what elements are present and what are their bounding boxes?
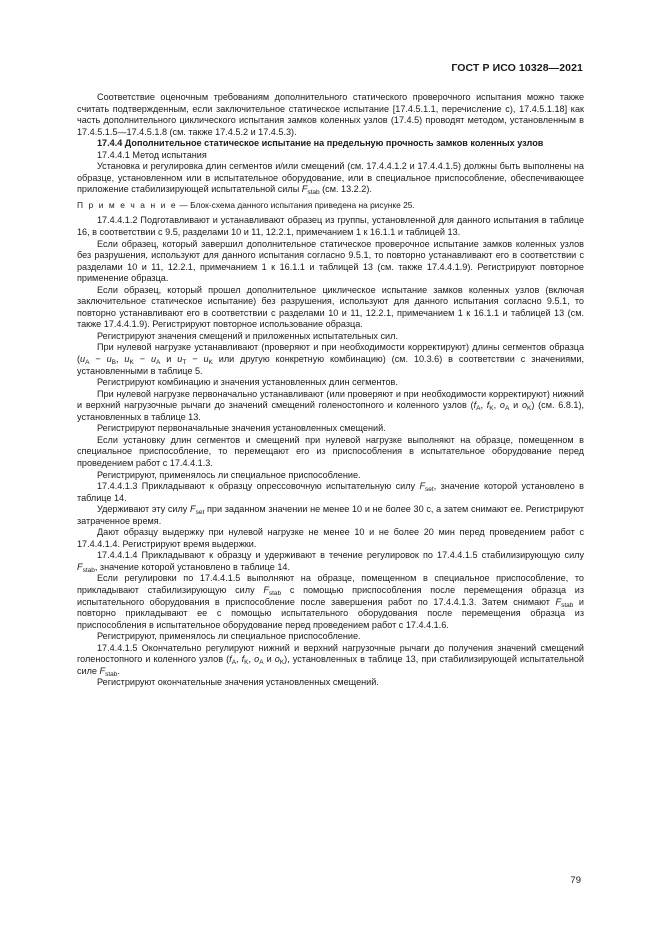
paragraph: Регистрируют окончательные значения установленных смещений. <box>97 677 379 688</box>
paragraph: Дают образцу выдержку при нулевой нагрузке не менее 10 и не более 20 мин перед проведением работ с 17.4.4.1.4. Регистрируют время выдержки. <box>77 527 584 549</box>
section-heading: 17.4.4 Дополнительное статическое испытание на предельную прочность замков коленных узлов <box>97 138 544 149</box>
paragraph: 17.4.4.1.4 Прикладывают к образцу и удерживают в течение регулировок по 17.4.4.1.5 стабилизирующую силу $F_{stab}$, значение которой установлено в таблице 14. <box>77 550 584 574</box>
document-id: ГОСТ Р ИСО 10328—2021 <box>451 62 583 74</box>
note-text: — Блок-схема данного испытания приведена на рисунке 25. <box>177 199 415 210</box>
paragraph: Соответствие оценочным требованиям дополнительного статического проверочного испытания можно также считать подтвержденным, если заключительное статическое испытание [17.4.5.1.1, перечисление с), 17.4.5.1.18] как часть дополнительного циклического испытания замков коленных узлов (17.4.5) проводят методом, установленным в 17.4.5.1.5—17.4.5.1.8 (см. также 17.4.5.2 и 17.4.5.3). <box>77 92 584 137</box>
paragraph: 17.4.4.1.5 Окончательно регулируют нижний и верхний нагрузочные рычаги до получения значений смещений голеностопного и коленного узлов ($f_A$, $f_K$, $o_A$ и $o_K$), установленных в таблице 13, при стабилизирующей испытательной силе $F_{stab}$. <box>77 642 584 678</box>
page-body <box>77 92 584 689</box>
paragraph: Если образец, который прошел дополнительное циклическое испытание замков коленных узлов (включая заключительное статическое испытание) без разрушения, используют для данного испытания согласно 9.5.1, то повторно устанавливают его в соответствии с разделами 10 и 11, 12.2.1, примечанием 1 к 16.1.1 и таблицей 13 (см. также 17.4.4.1.9). Регистрируют повторное использование образца. <box>77 284 584 330</box>
paragraph: Установка и регулировка длин сегментов и/или смещений (см. 17.4.4.1.2 и 17.4.4.1.5) должны быть выполнены на образце, установленном или в испытательное оборудование, или в специальное приспособление, обеспечивающее приложение стабилизирующей испытательной силы $F_{stab}$ (см. 13.2.2). <box>77 161 584 197</box>
page-number: 79 <box>570 875 581 886</box>
paragraph: Удерживают эту силу $F_{set}$ при заданном значении не менее 10 и не более 30 с, а затем снимают ее. Регистрируют затраченное время. <box>77 504 584 526</box>
paragraph: 17.4.4.1.2 Подготавливают и устанавливают образец из группы, установленной для данного испытания в таблице 16, в соответствии с 9.5, разделами 10 и 11, 12.2.1, примечанием 1 к 16.1.1 и таблицей 13. <box>77 215 584 238</box>
paragraph: Если образец, который завершил дополнительное статическое проверочное испытание замков коленных узлов без разрушения, используют для данного испытания согласно 9.5.1, то повторно устанавливают его в соответствии с разделами 10 и 11, 12.2.1, примечанием 1 к 16.1.1 и таблицей 13 (см. также 17.4.4.1.9). Регистрируют повторное применение образца. <box>77 238 584 284</box>
paragraph: При нулевой нагрузке первоначально устанавливают (или проверяют и при необходимости корректируют) нижний и верхний нагрузочные рычаги до значений смещений голеностопного и коленного узлов ($f_A$, $f_K$, $o_A$ и $o_K$) (см. 6.8.1), установленных в таблице 13. <box>77 388 585 422</box>
paragraph: Регистрируют значения смещений и приложенных испытательных сил. <box>97 330 398 341</box>
paragraph: При нулевой нагрузке устанавливают (проверяют и при необходимости корректируют) длины сегментов образца ($u_A - u_B$, $u_K - u_A$ и $u_T - u_K$ или другую конкретную комбинацию) (см. 10.3.6) в соответствии с значениями, установленными в таблице 5. <box>77 342 584 376</box>
paragraph: 17.4.4.1.3 Прикладывают к образцу опрессовочную испытательную силу $F_{set}$, значение которой установлено в таблице 14. <box>77 481 584 503</box>
subsection-heading: 17.4.4.1 Метод испытания <box>97 149 207 160</box>
note-label: П р и м е ч а н и е <box>77 199 178 210</box>
paragraph: Регистрируют комбинацию и значения установленных длин сегментов. <box>97 377 398 388</box>
paragraph: Регистрируют, применялось ли специальное приспособление. <box>97 631 361 642</box>
paragraph: Регистрируют, применялось ли специальное приспособление. <box>97 469 361 480</box>
note <box>77 200 584 212</box>
paragraph: Регистрируют первоначальные значения установленных смещений. <box>97 423 386 434</box>
paragraph: Если регулировки по 17.4.4.1.5 выполняют на образце, помещенном в специальное приспособление, то прикладывают стабилизирующую силу $F_{stab}$ с помощью приспособления после перемещения образца из испытательного оборудования в приспособление после завершения работ по 17.4.4.1.3. Затем снимают $F_{stab}$ и повторно прикладывают ее с помощью испытательного оборудования после перемещения образца из приспособления в испытательное оборудование перед проведением работ с 17.4.4.1.6. <box>77 573 585 630</box>
paragraph: Если установку длин сегментов и смещений при нулевой нагрузке выполняют на образце, помещенном в специальное приспособление, то перемещают его из приспособления в испытательное оборудование перед проведением работ с 17.4.4.1.3. <box>77 434 584 468</box>
